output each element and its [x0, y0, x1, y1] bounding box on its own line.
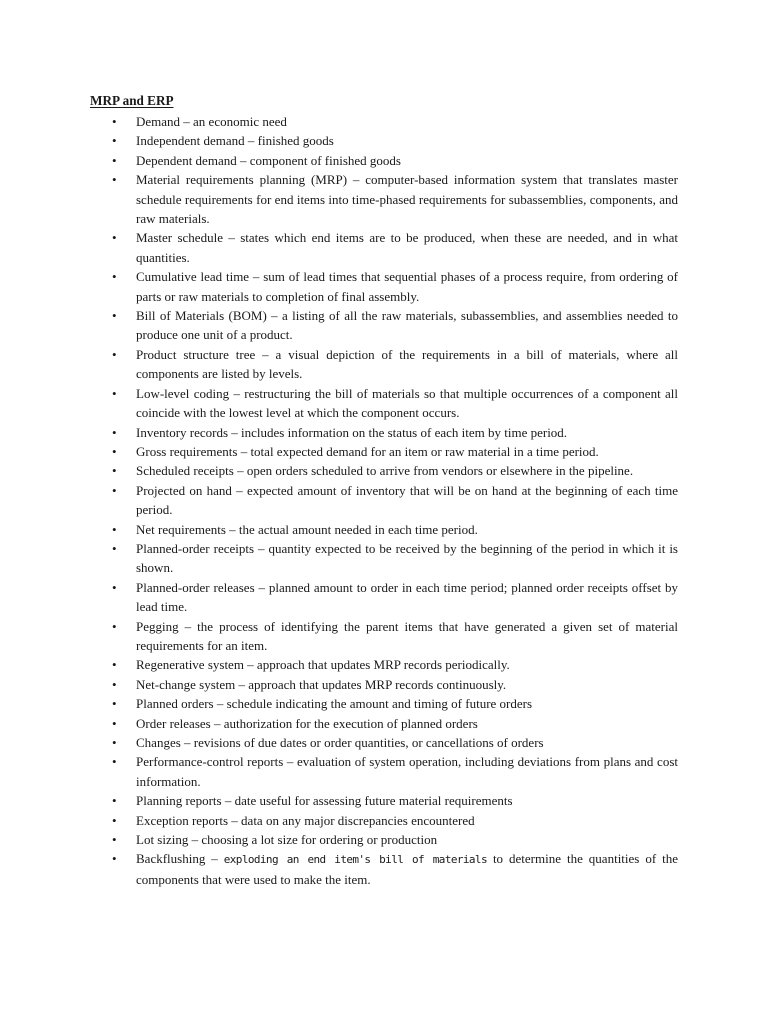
list-item-text: Scheduled receipts – open orders scheduled to arrive from vendors or elsewhere in the pipeline. — [136, 463, 634, 479]
list-item-text: Master schedule – states which end items are to be produced, when these are needed, and in what quantities. — [136, 230, 678, 265]
list-item-text: Dependent demand – component of finished goods — [136, 152, 401, 168]
bullet-icon: • — [112, 832, 117, 848]
bullet-icon: • — [112, 540, 117, 556]
list-item-text: Performance-control reports – evaluation of system operation, including deviations from plans and cost information. — [136, 754, 678, 789]
bullet-icon: • — [112, 443, 117, 459]
definition-list — [0, 112, 768, 889]
bullet-icon: • — [112, 133, 117, 149]
list-item — [0, 306, 768, 345]
bullet-icon: • — [112, 851, 117, 867]
bullet-icon: • — [112, 172, 117, 188]
list-item — [0, 539, 768, 578]
list-item-text: Bill of Materials (BOM) – a listing of all the raw materials, subassemblies, and assemblies needed to produce one unit of a product. — [136, 308, 678, 343]
list-item-text: Gross requirements – total expected demand for an item or raw material in a time period. — [136, 443, 599, 459]
list-item — [0, 791, 768, 810]
list-item-text: Product structure tree – a visual depiction of the requirements in a bill of materials, where all components are listed by levels. — [136, 346, 678, 382]
list-item — [0, 481, 768, 520]
list-item-text: Regenerative system – approach that updates MRP records periodically. — [136, 657, 510, 673]
list-item — [0, 811, 768, 830]
list-item — [0, 752, 768, 791]
list-item-text: Pegging – the process of identifying the parent items that have generated a given set of material requirements for an item. — [136, 618, 678, 653]
list-item-text: Demand – an economic need — [136, 114, 287, 129]
list-item — [0, 655, 768, 674]
list-item — [0, 228, 768, 267]
bullet-icon: • — [112, 696, 117, 712]
list-item — [0, 849, 768, 889]
list-item — [0, 112, 768, 131]
list-item-text: Material requirements planning (MRP) – computer-based information system that translates master schedule requirements for end items into time-phased requirements for subassemblies, components, and raw materials. — [136, 172, 678, 227]
bullet-icon: • — [112, 308, 117, 324]
bullet-icon: • — [112, 521, 117, 537]
list-item-text: Exception reports – data on any major discrepancies encountered — [136, 812, 475, 828]
list-item-text: Order releases – authorization for the execution of planned orders — [136, 715, 478, 731]
bullet-icon: • — [112, 114, 117, 129]
bullet-icon: • — [112, 152, 117, 168]
list-item — [0, 675, 768, 694]
bullet-icon: • — [112, 812, 117, 828]
bullet-icon: • — [112, 754, 117, 770]
bullet-icon: • — [112, 657, 117, 673]
document-heading: MRP and ERP — [90, 93, 174, 108]
list-item — [0, 520, 768, 539]
list-item — [0, 617, 768, 656]
list-item — [0, 830, 768, 849]
list-item-text: Planned orders – schedule indicating the amount and timing of future orders — [136, 696, 533, 712]
list-item — [0, 384, 768, 423]
list-item — [0, 461, 768, 480]
list-item — [0, 151, 768, 170]
list-item — [0, 131, 768, 150]
list-item — [0, 694, 768, 713]
list-item — [0, 578, 768, 617]
list-item — [0, 423, 768, 442]
bullet-icon: • — [112, 463, 117, 479]
list-item-text: Net-change system – approach that updates MRP records continuously. — [136, 676, 507, 692]
list-item-text: Planned-order releases – planned amount to order in each time period; planned order receipts offset by lead time. — [136, 579, 678, 615]
list-item — [0, 442, 768, 461]
list-item-text: Low-level coding – restructuring the bill of materials so that multiple occurrences of a component all coincide with the lowest level at which the component occurs. — [136, 385, 678, 421]
list-item-text: Inventory records – includes information on the status of each item by time period. — [136, 424, 568, 440]
list-item-text: Planned-order receipts – quantity expected to be received by the beginning of the period in which it is shown. — [136, 540, 678, 576]
bullet-icon: • — [112, 793, 117, 809]
list-item — [0, 170, 768, 228]
list-item-text: Net requirements – the actual amount needed in each time period. — [136, 521, 478, 537]
bullet-icon: • — [112, 618, 117, 634]
bullet-icon: • — [112, 715, 117, 731]
list-item — [0, 733, 768, 752]
bullet-icon: • — [112, 385, 117, 401]
list-item-monospace-text: exploding an end item's bill of materials — [223, 853, 487, 867]
list-item-text: Planning reports – date useful for assessing future material requirements — [136, 793, 513, 809]
list-item-text: Changes – revisions of due dates or order quantities, or cancellations of orders — [136, 735, 544, 750]
list-item-text: Projected on hand – expected amount of inventory that will be on hand at the beginning of each time period. — [136, 482, 678, 518]
bullet-icon: • — [112, 269, 117, 285]
list-item-text: Backflushing – — [136, 851, 224, 867]
bullet-icon: • — [112, 424, 117, 440]
list-item-text: Independent demand – finished goods — [136, 133, 334, 149]
bullet-icon: • — [112, 230, 117, 246]
list-item — [0, 714, 768, 733]
list-item-text: Lot sizing – choosing a lot size for ordering or production — [136, 832, 438, 848]
bullet-icon: • — [112, 735, 117, 750]
bullet-icon: • — [112, 676, 117, 692]
list-item-text: to determine the quantities of the components that were used to make the item. — [136, 851, 678, 887]
list-item-text: Cumulative lead time – sum of lead times that sequential phases of a process require, from ordering of parts or raw materials to completion of final assembly. — [136, 269, 678, 304]
bullet-icon: • — [112, 579, 117, 595]
bullet-icon: • — [112, 346, 117, 362]
list-item — [0, 267, 768, 306]
bullet-icon: • — [112, 482, 117, 498]
list-item — [0, 345, 768, 384]
